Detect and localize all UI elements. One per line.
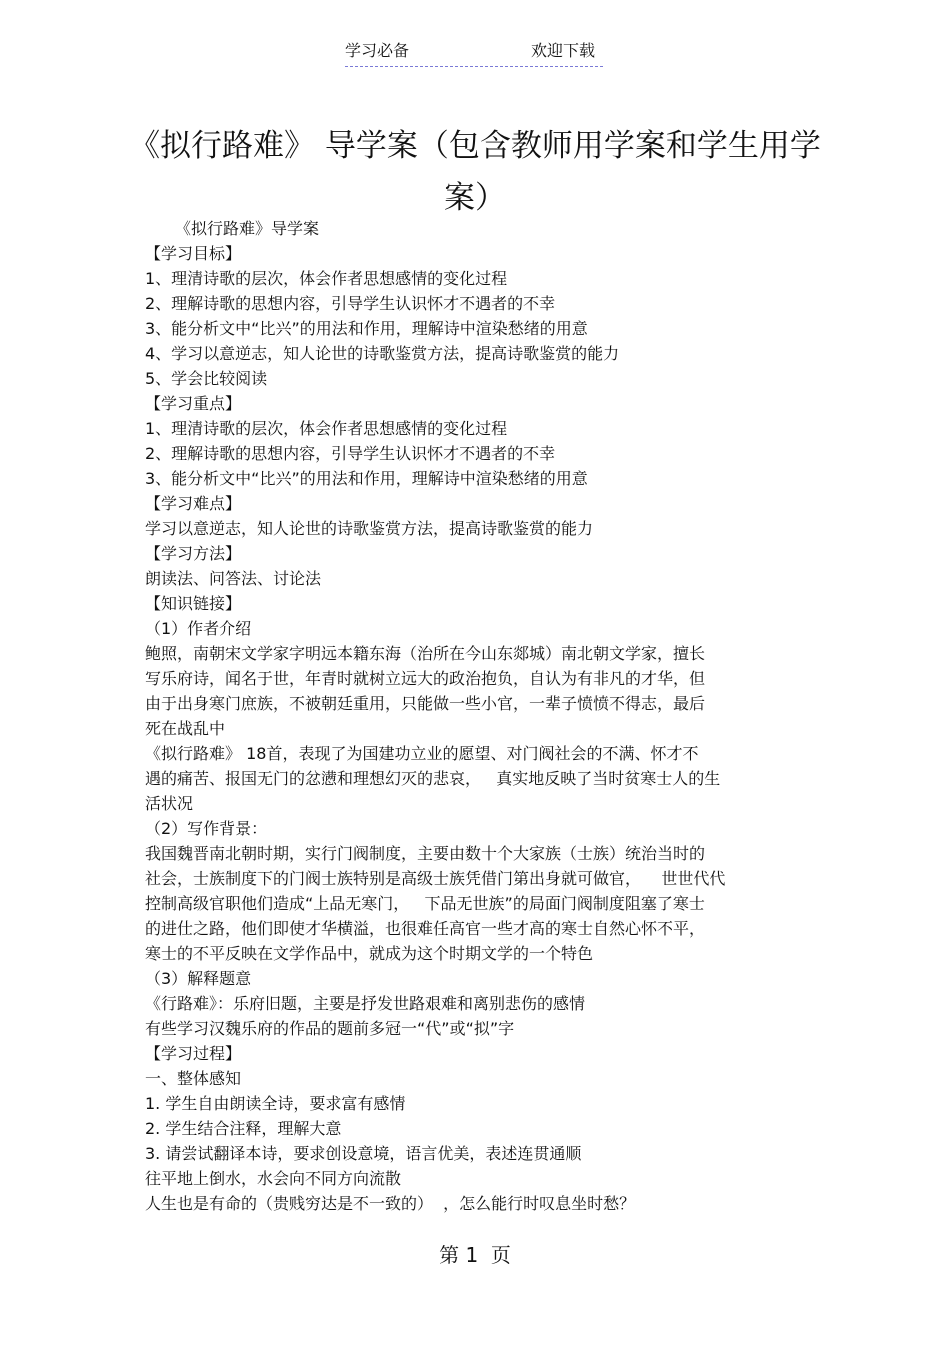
- subheading-title-meaning: （3）解释题意: [145, 969, 252, 988]
- text-line: 人生也是有命的（贵贱穷达是不一致的） ，怎么能行时叹息坐时愁？: [145, 1194, 636, 1213]
- text-line: 5、学会比较阅读: [145, 369, 268, 388]
- document-title: 《拟行路难》 导学案（包含教师用学案和学生用学案）: [129, 128, 821, 216]
- section-heading-knowledge: 【知识链接】: [145, 594, 242, 613]
- text-line: 1、理清诗歌的层次，体会作者思想感情的变化过程: [145, 419, 508, 438]
- text-line: 《拟行路难》 18首，表现了为国建功立业的愿望、对门阀社会的不满、怀才不: [145, 744, 699, 763]
- text-line: 社会，士族制度下的门阀士族特别是高级士族凭借门第出身就可做官， 世世代代: [145, 869, 726, 888]
- header-left-text: 学习必备: [345, 41, 410, 60]
- text-line: 有些学习汉魏乐府的作品的题前多冠一“代”或“拟”字: [145, 1019, 515, 1038]
- text-line: 死在战乱中: [145, 719, 226, 738]
- text-line: 学习以意逆志，知人论世的诗歌鉴赏方法，提高诗歌鉴赏的能力: [145, 519, 594, 538]
- text-line: 《行路难》：乐府旧题，主要是抒发世路艰难和离别悲伤的感情: [145, 994, 586, 1013]
- text-line: 往平地上倒水，水会向不同方向流散: [145, 1169, 402, 1188]
- subtitle: 《拟行路难》导学案: [175, 219, 320, 238]
- text-line: 寒士的不平反映在文学作品中，就成为这个时期文学的一个特色: [145, 944, 594, 963]
- document-body: [145, 216, 825, 1216]
- text-line: 写乐府诗，闻名于世，年青时就树立远大的政治抱负，自认为有非凡的才华，但: [145, 669, 706, 688]
- section-heading-difficulties: 【学习难点】: [145, 494, 242, 513]
- section-heading-methods: 【学习方法】: [145, 544, 242, 563]
- subheading-background: （2）写作背景：: [145, 819, 268, 838]
- section-heading-objectives: 【学习目标】: [145, 244, 242, 263]
- subheading-overall: 一、整体感知: [145, 1069, 242, 1088]
- text-line: 我国魏晋南北朝时期，实行门阀制度，主要由数十个大家族（士族）统治当时的: [145, 844, 706, 863]
- text-line: 朗读法、问答法、讨论法: [145, 569, 322, 588]
- text-line: 遇的痛苦、报国无门的忿懑和理想幻灭的悲哀， 真实地反映了当时贫寒士人的生: [145, 769, 721, 788]
- page-header: [345, 40, 603, 67]
- text-line: 的进仕之路，他们即使才华横溢，也很难任高官一些才高的寒士自然心怀不平，: [145, 919, 706, 938]
- text-line: 3、能分析文中“比兴”的用法和作用，理解诗中渲染愁绪的用意: [145, 319, 588, 338]
- header-right-text: 欢迎下载: [531, 41, 596, 60]
- text-line: 3、能分析文中“比兴”的用法和作用，理解诗中渲染愁绪的用意: [145, 469, 588, 488]
- text-line: 1. 学生自由朗读全诗，要求富有感情: [145, 1094, 406, 1113]
- text-line: 2、理解诗歌的思想内容，引导学生认识怀才不遇者的不幸: [145, 444, 556, 463]
- text-line: 2. 学生结合注释，理解大意: [145, 1119, 342, 1138]
- section-heading-process: 【学习过程】: [145, 1044, 242, 1063]
- page-number: 第 1 页: [439, 1243, 511, 1267]
- text-line: 控制高级官职他们造成“上品无寒门， 下品无世族”的局面门阀制度阻塞了寒士: [145, 894, 705, 913]
- text-line: 4、学习以意逆志，知人论世的诗歌鉴赏方法，提高诗歌鉴赏的能力: [145, 344, 620, 363]
- text-line: 活状况: [145, 794, 194, 813]
- subheading-author: （1）作者介绍: [145, 619, 252, 638]
- text-line: 3. 请尝试翻译本诗，要求创设意境，语言优美，表述连贯通顺: [145, 1144, 582, 1163]
- text-line: 由于出身寒门庶族，不被朝廷重用，只能做一些小官，一辈子愤愤不得志，最后: [145, 694, 706, 713]
- text-line: 鲍照，南朝宋文学家字明远本籍东海（治所在今山东郯城）南北朝文学家，擅长: [145, 644, 706, 663]
- section-heading-key-points: 【学习重点】: [145, 394, 242, 413]
- text-line: 1、理清诗歌的层次，体会作者思想感情的变化过程: [145, 269, 508, 288]
- text-line: 2、理解诗歌的思想内容，引导学生认识怀才不遇者的不幸: [145, 294, 556, 313]
